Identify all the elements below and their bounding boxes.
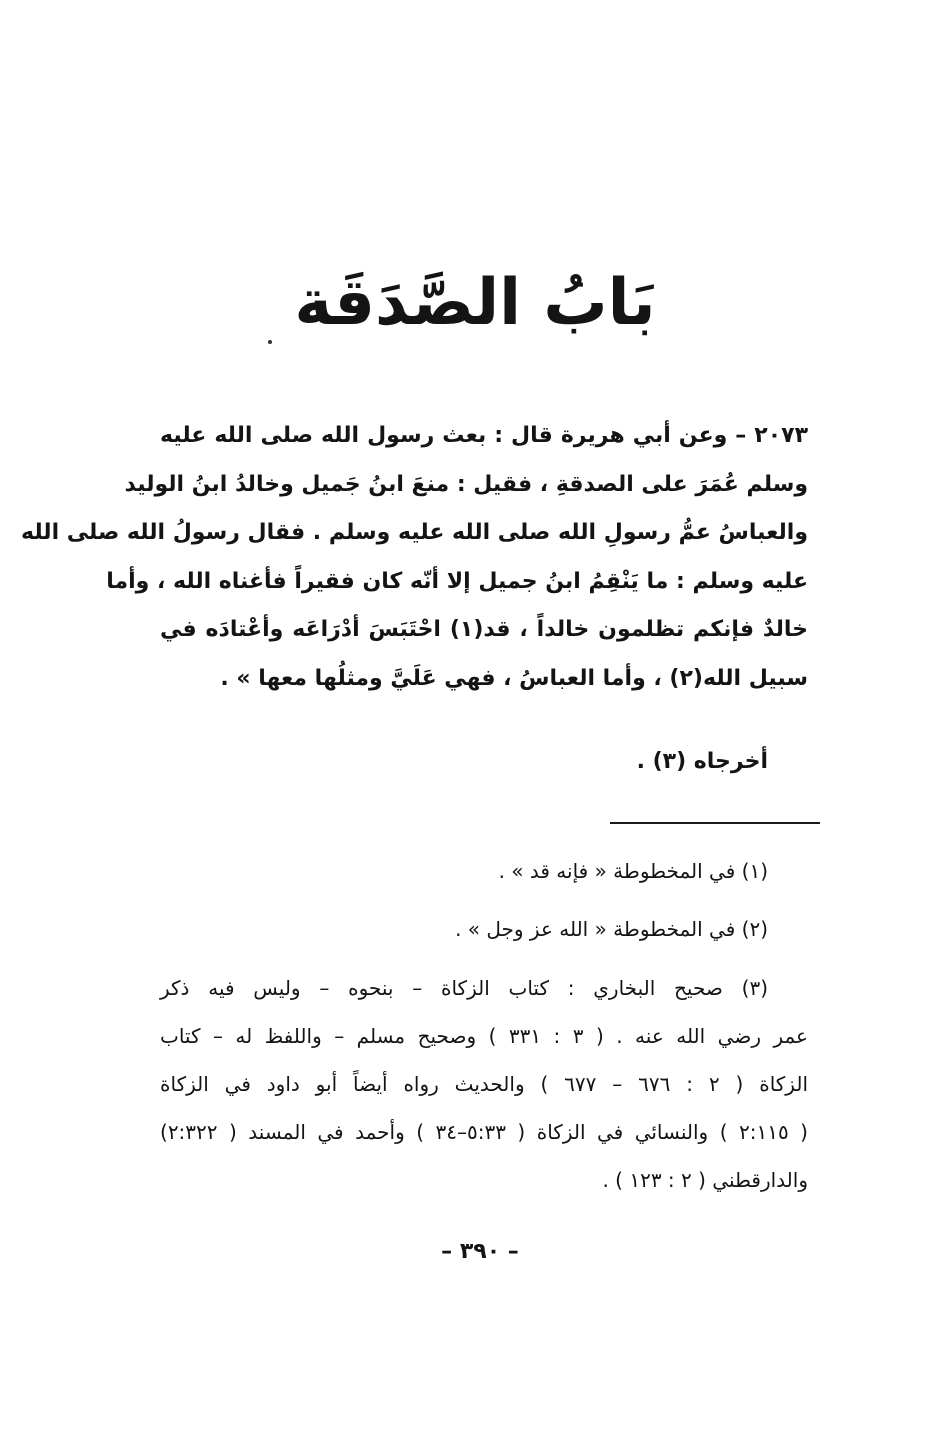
footnote-3-line: (٣) صحيح البخاري : كتاب الزكاة – بنحوه – وليس فيه ذكر — [160, 976, 768, 1000]
footnote-3 — [160, 964, 808, 1204]
footnote-3-line: ( ٢:١١٥ ) والنسائي في الزكاة ( ٥:٣٣–٣٤ ) وأحمد في المسند ( ٢:٣٢٢) — [160, 1120, 808, 1144]
hadith-line: والعباسُ عمُّ رسولِ الله صلى الله عليه وسلم . فقال رسولُ الله صلى الله — [20, 520, 808, 545]
chapter-title: بَابُ الصَّدَقَة — [294, 266, 656, 340]
takhrij-note: أخرجاه (٣) . — [636, 749, 768, 774]
footnote-3-line: الزكاة ( ٢ : ٦٧٦ – ٦٧٧ ) والحديث رواه أيضاً أبو داود في الزكاة — [160, 1072, 808, 1096]
footnote-2: (٢) في المخطوطة « الله عز وجل » . — [455, 917, 768, 941]
hadith-text — [20, 412, 808, 703]
hadith-line: سبيل الله(٢) ، وأما العباسُ ، فهي عَلَيَّ ومثلُها معها » . — [220, 665, 808, 691]
hadith-line: ٢٠٧٣ – وعن أبي هريرة قال : بعث رسول الله صلى الله عليه — [160, 423, 808, 448]
footnote-separator — [610, 822, 820, 824]
footnote-3-line: والدارقطني ( ٢ : ١٢٣ ) . — [602, 1168, 808, 1192]
hadith-line: وسلم عُمَرَ على الصدقةِ ، فقيل : منعَ ابنُ جَميل وخالدُ ابنُ الوليد — [124, 471, 808, 497]
footnote-3-line: عمر رضي الله عنه . ( ٣ : ٣٣١ ) وصحيح مسلم – واللفظ له – كتاب — [160, 1024, 808, 1048]
page-number: – ٣٩٠ – — [441, 1239, 519, 1264]
hadith-line: خالدٌ فإنكم تظلمون خالداً ، قد(١) احْتَبَسَ أدْرَاعَه وأعْتادَه في — [160, 617, 808, 642]
hadith-line: عليه وسلم : ما يَنْقِمُ ابنُ جميل إلا أنّه كان فقيراً فأغناه الله ، وأما — [106, 568, 808, 594]
footnote-1: (١) في المخطوطة « فإنه قد » . — [498, 859, 768, 883]
stray-mark — [268, 340, 272, 344]
footnotes — [160, 848, 808, 1204]
